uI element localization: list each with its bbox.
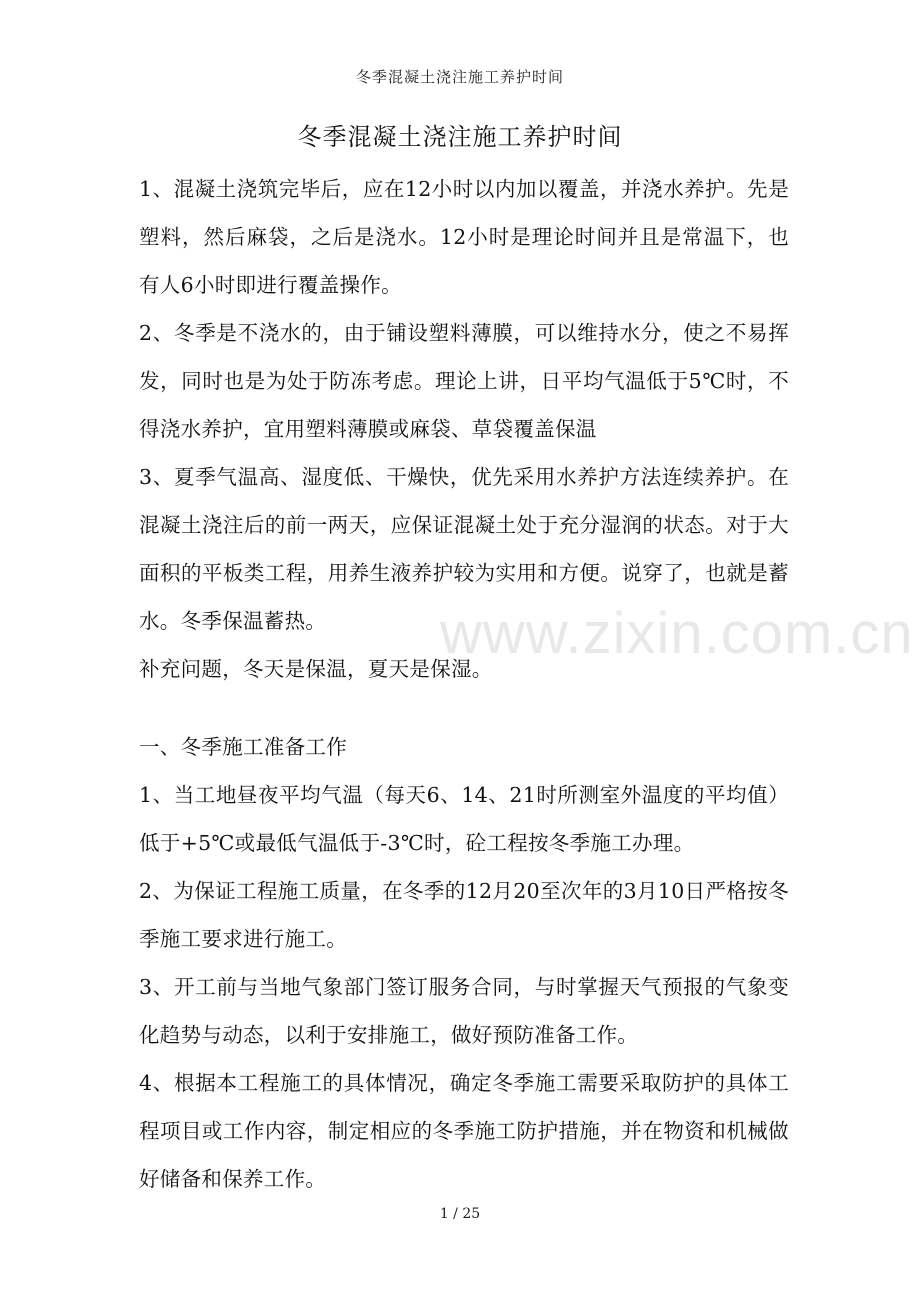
prep-item-3: 3、开工前与当地气象部门签订服务合同，与时掌握天气预报的气象变化趋势与动态，以利于安排施工，做好预防准备工作。 [139,975,789,1047]
prep-item-1: 1、当工地昼夜平均气温（每天6、14、21时所测室外温度的平均值）低于+5℃或最低气温低于-3℃时，砼工程按冬季施工办理。 [139,783,789,855]
running-header: 冬季混凝土浇注施工养护时间 [355,68,564,86]
paragraph-supplement: 补充问题，冬天是保温，夏天是保湿。 [139,657,493,681]
section-heading: 一、冬季施工准备工作 [139,735,347,759]
paragraph-1: 1、混凝土浇筑完毕后，应在12小时以内加以覆盖，并浇水养护。先是塑料，然后麻袋，之后是浇水。12小时是理论时间并且是常温下，也有人6小时即进行覆盖操作。 [139,177,789,297]
page-number: 1 / 25 [439,1206,481,1222]
document-title: 冬季混凝土浇注施工养护时间 [297,123,623,151]
paragraph-2: 2、冬季是不浇水的，由于铺设塑料薄膜，可以维持水分，使之不易挥发，同时也是为处于防冻考虑。理论上讲，日平均气温低于5℃时，不得浇水养护，宜用塑料薄膜或麻袋、草袋覆盖保温 [139,321,789,441]
paragraph-3: 3、夏季气温高、湿度低、干燥快，优先采用水养护方法连续养护。在混凝土浇注后的前一两天，应保证混凝土处于充分湿润的状态。对于大面积的平板类工程，用养生液养护较为实用和方便。说穿了，也就是蓄水。冬季保温蓄热。 [139,465,789,633]
prep-item-2: 2、为保证工程施工质量，在冬季的12月20至次年的3月10日严格按冬季施工要求进行施工。 [139,879,789,951]
document-body [139,165,789,1203]
paragraph-gap [139,693,789,723]
watermark: www.zixin.com.cn [440,601,914,666]
prep-item-4: 4、根据本工程施工的具体情况，确定冬季施工需要采取防护的具体工程项目或工作内容，制定相应的冬季施工防护措施，并在物资和机械做好储备和保养工作。 [139,1071,789,1191]
